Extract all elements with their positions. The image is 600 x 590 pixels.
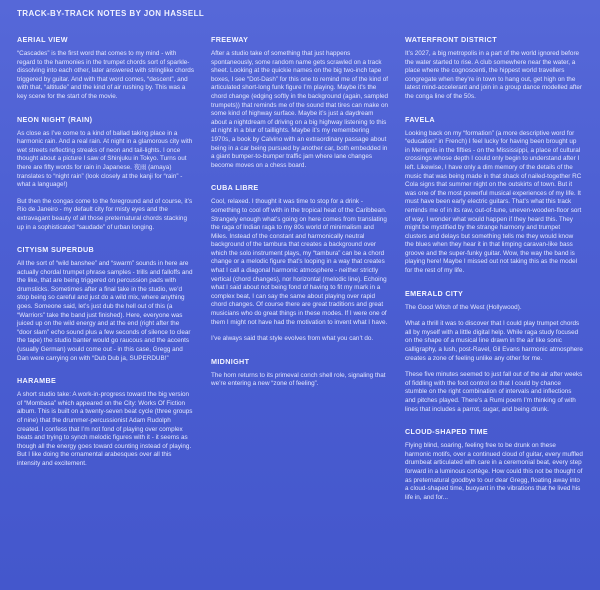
track-note-paragraph: The Good Witch of the West (Hollywood).: [405, 303, 522, 311]
track-note-paragraph: A short studio take: A work-in-progress toward the big version of “Mombasa” which appeared on the City: Works Of Fiction album. This is built on a twenty-seven beat cycle (three groups of nine) that the drummer-percussionist Adam Rudolph created. I confess that I’m not fond of playing over complex beats and trying to synch melodic figures with it - it seems as though all the energy goes toward counting instead of playing. But I like doing the ornamental arabesques over all this intensity and excitement.: [17, 391, 193, 467]
track-section: [17, 376, 195, 468]
column-middle: [211, 35, 389, 402]
columns: [17, 35, 590, 515]
track-section: [17, 245, 195, 363]
track-title: HARAMBE: [17, 376, 57, 386]
track-title: MIDNIGHT: [211, 356, 250, 366]
track-note-paragraph: As close as I’ve come to a kind of ballad taking place in a harmonic rain. And a real rain. At night in a glamorous city with wet streets reflecting streaks of neon and tail-lights. I once thought about a picture I saw of Shinjuku in Tokyo. Turns out there are fifty words for rain in Japanese. 夜雨 (amaya) translates to “night rain” (look closely at the kanji for “rain” - what a language!): [17, 129, 193, 189]
column-left: [17, 35, 195, 482]
track-title: FREEWAY: [211, 35, 249, 44]
page-heading: TRACK-BY-TRACK NOTES BY JON HASSELL: [17, 9, 205, 18]
track-note-paragraph: It’s 2027, a big metropolis in a part of the world ignored before the water started to rise. A club somewhere near the water, a place where the cognoscenti, the hippest world travellers congregate when they’re in town to hang out, get high on the latest mind-accelerant and join in a group dance modelled after the conga line of the 50s.: [405, 50, 583, 100]
track-section: [405, 35, 583, 102]
track-note-paragraph: These five minutes seemed to just fall out of the air after weeks of fiddling with the foot control so that I could by chance stumble on the right combination of intervals and inflections and pitches played. There’s a Rumi poem I’m thinking of with lines that includes a parrot, sugar, and being drunk.: [405, 371, 583, 413]
track-section: [17, 115, 195, 233]
track-section: [405, 289, 583, 415]
track-note-paragraph: What a thrill it was to discover that I could play trumpet chords all by myself with a little digital help. While raga study focused on the shape of a musical line drawn in the air like sonic calligraphy, a lush, post-Ravel, Gil Evans harmonic atmosphere creates a zone of feeling unlike any other for me.: [405, 320, 583, 362]
track-note-paragraph: The horn returns to its primeval conch shell role, signaling that we’re entering a new “zone of feeling”.: [211, 371, 386, 388]
track-section: [211, 183, 389, 344]
track-title: CUBA LIBRE: [211, 183, 259, 193]
track-note-paragraph: All the sort of “wild banshee” and “swarm” sounds in here are actually chordal trumpet phrase samples - trills and falloffs and the like, that are being triggered on percussion pads with drumsticks. Sometimes after a final take in the studio, we’d stop being so careful and just do a wild mix, where anything goes. Someone said, let’s just dub the hell out of this (a “Warriors” take the band just finished). Here, everyone was juiced up on the wild energy and at the end (right after the “door slam” echo sound plus a few seconds of silence to clear the tape) the studio banter would go raucous and the accents (usually German) would come out - in this case, Gregg and Dan were carrying on with “Dub Dub ja, SUPERDUB!”: [17, 260, 193, 362]
track-section: [211, 35, 389, 170]
track-note-paragraph: I’ve always said that style evolves from what you can’t do.: [211, 335, 374, 343]
track-note-paragraph: Cool, relaxed. I thought it was time to stop for a drink - something to cool off with in the tropical heat of the Caribbean. Strangely enough what’s going on here comes from translating the raga of Indian raga to my 80s world of minimalism and Miles. Instead of the constant and harmonically neutral background of the tambura that creates a background over which the solo instrument plays, my “tambura” can be a chord change or a melodic figure that’s looping in a way that creates what I call a diagonal harmonic atmosphere - neither strictly vertical (chord changes), nor horizontal (melodic line). Echoing what I said about not being fond of having to fit my mark in a complex beat, I can say the same about playing over rapid chord changes. Of course there are great traditions and great musicians who do great things in these modes. If I were one of them I might not have had the motivation to invent what I have.: [211, 198, 388, 326]
track-note-paragraph: Looking back on my “formation” (a more descriptive word for “education” in French) I feel lucky for having been brought up in Memphis in the fifties - on the Mississippi, a place of cultural crossings whose depth I could only begin to understand after I left. Likewise, I have only a dim memory of the details of the music that was being made in that shack of nailed-together RC Cola signs that summer night on the outskirts of town. But it was one of the most powerful musical experiences of my life. It must have been early electric guitars. That’s what this track reminds me of in its raw, out-of-tune, uneven-wooden-floor sort of way. I wonder what would happen if they heard this. They might be mystified by the strange harmony and trumpet clusters and delays but something tells me they would know the blues when they hear it in that limping caravan-like bass groove and the super-funky guitar. Wow, the way the band is playing here! Maybe I missed out not taking this as the model for the rest of my life.: [405, 129, 582, 275]
track-section: [405, 115, 583, 276]
column-right: [405, 35, 583, 515]
track-title: CLOUD-SHAPED TIME: [405, 427, 489, 437]
track-title: EMERALD CITY: [405, 288, 464, 298]
track-title: AERIAL VIEW: [17, 35, 68, 44]
track-title: FAVELA: [405, 114, 435, 124]
track-section: [405, 427, 583, 502]
track-section: [211, 357, 389, 389]
track-note-paragraph: After a studio take of something that just happens spontaneously, some random name gets scrawled on a track sheet. Looking at the quickie names on the big two-inch tape boxes, I see “Dot-Dash” for this one to remind me of the kind of articulated short-long funk figure I’m playing. Maybe it’s the chord change (edging softly in the background (again, sampled trumpets)) that reminds me of the sound that tires can make on some kind of highway surface. Maybe it’s just a daydream about a nightdream of driving on a big highway listening to this at night in a blur of taillights. Maybe it’s my remembering 1970s, a book by Calvino with an extraordinary passage about being in a car being pursued by another car, both embedded in a giant bumper-to-bumper traffic jam where lane changes become moves on a chess board.: [211, 50, 389, 169]
track-note-paragraph: But then the congas come to the foreground and of course, it’s Rio de Janeiro - my default city for misty eyes and the extravagant beauty of all those preternatural chords stacking up in a sophisticated “saudade” of urban longing.: [17, 197, 193, 231]
track-section: [17, 35, 195, 102]
track-title: NEON NIGHT (RAIN): [17, 114, 93, 124]
track-title: CITYISM SUPERDUB: [17, 245, 95, 255]
track-note-paragraph: “Cascades” is the first word that comes to my mind - with regard to the harmonies in the trumpet chords sort of sparkle-dissolving into each other, later answered with stringlike chords triggered by guitar. And with that word comes, “descent”, and with that, “altitude” and the kind of air rushing by. This was a key scene for the start of the movie.: [17, 50, 195, 100]
track-note-paragraph: Flying blind, soaring, feeling free to be drunk on these harmonic motifs, over a continued cloud of guitar, every muffled drumbeat articulated with care in a ceremonial beat, every step forward in a luminous cortège. How could this not be thought of as preternatural goodbye to our dear Gregg, floating away into a cloud-shaped time, buoyant in the vibrations that he lived his life in, and for...: [405, 442, 583, 501]
track-title: WATERFRONT DISTRICT: [405, 35, 497, 44]
